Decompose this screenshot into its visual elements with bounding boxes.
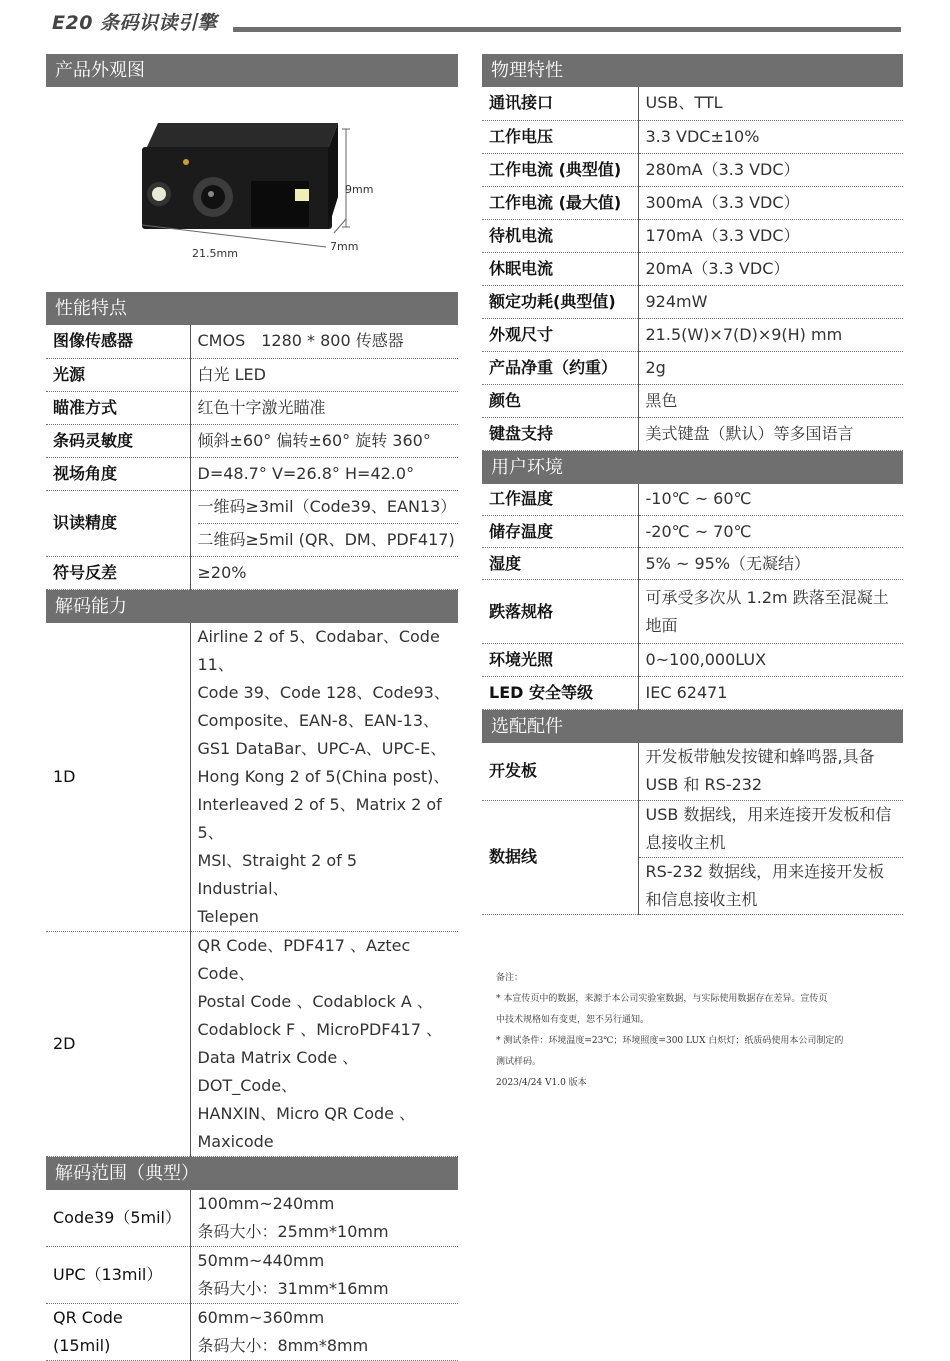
spec-key: Code39（5mil） (46, 1190, 190, 1247)
table-row (46, 1190, 458, 1247)
table-row (46, 931, 458, 1156)
section-decode-header: 解码能力 (46, 590, 458, 623)
spec-value: 280mA（3.3 VDC） (638, 153, 903, 186)
spec-value: ≥20% (190, 556, 458, 589)
dim-depth: 7mm (330, 240, 358, 253)
table-row (46, 1247, 458, 1304)
table-row (46, 391, 458, 424)
spec-key: 工作电压 (482, 120, 638, 153)
spec-key: 条码灵敏度 (46, 424, 190, 457)
spec-key: 数据线 (482, 800, 638, 914)
list-item: Hong Kong 2 of 5(China post)、 (198, 763, 452, 791)
spec-value: 924mW (638, 285, 903, 318)
spec-value: 20mA（3.3 VDC） (638, 252, 903, 285)
spec-value: 300mA（3.3 VDC） (638, 186, 903, 219)
range-size: 条码大小：8mm*8mm (198, 1332, 452, 1360)
table-row (46, 424, 458, 457)
spec-key: 产品净重（约重） (482, 351, 638, 384)
table-row (482, 548, 903, 580)
table-row (482, 800, 903, 914)
spec-value: 白光 LED (190, 358, 458, 391)
table-row (482, 417, 903, 450)
spec-value: 黑色 (638, 384, 903, 417)
spec-value: 5% ~ 95%（无凝结） (638, 548, 903, 580)
spec-key: 视场角度 (46, 457, 190, 490)
spec-key: 通讯接口 (482, 87, 638, 120)
spec-key: 休眠电流 (482, 252, 638, 285)
dim-height: 9mm (345, 183, 373, 196)
table-row (46, 1304, 458, 1361)
table-row (482, 252, 903, 285)
physical-table (482, 87, 903, 451)
table-row (482, 677, 903, 710)
spec-value: 可承受多次从 1.2m 跌落至混凝土地面 (638, 580, 903, 644)
spec-value: -20℃ ~ 70℃ (638, 516, 903, 548)
spec-key: 颜色 (482, 384, 638, 417)
note-line: * 本宣传页中的数据，来源于本公司实验室数据，与实际使用数据存在差异。宣传页 (496, 989, 906, 1010)
spec-value: CMOS 1280 * 800 传感器 (190, 325, 458, 358)
spec-key: 环境光照 (482, 644, 638, 677)
left-column (46, 54, 458, 1361)
spec-value: 红色十字激光瞄准 (190, 391, 458, 424)
spec-key: 待机电流 (482, 219, 638, 252)
environment-table (482, 484, 903, 711)
note-line: 中技术规格如有变更，恕不另行通知。 (496, 1010, 906, 1031)
accuracy-2d: 二维码≥5mil (QR、DM、PDF417) (198, 524, 459, 556)
table-row (46, 490, 458, 556)
table-row (46, 556, 458, 589)
note-line: 备注： (496, 968, 906, 989)
table-row (482, 153, 903, 186)
cable-usb: USB 数据线，用来连接开发板和信息接收主机 (639, 801, 904, 858)
table-row (482, 484, 903, 516)
list-item: GS1 DataBar、UPC-A、UPC-E、 (198, 735, 452, 763)
section-accessories-header: 选配配件 (482, 710, 903, 743)
section-performance-header: 性能特点 (46, 292, 458, 325)
spec-value: USB、TTL (638, 87, 903, 120)
spec-key: QR Code (15mil) (46, 1304, 190, 1361)
spec-key: 符号反差 (46, 556, 190, 589)
accuracy-1d: 一维码≥3mil（Code39、EAN13） (198, 491, 459, 524)
range-distance: 50mm~440mm (198, 1247, 452, 1275)
spec-key: 光源 (46, 358, 190, 391)
spec-key: LED 安全等级 (482, 677, 638, 710)
spec-key: 额定功耗(典型值) (482, 285, 638, 318)
spec-key: 2D (46, 931, 190, 1156)
scanner-module-drawing (46, 87, 458, 239)
spec-value: 美式键盘（默认）等多国语言 (638, 417, 903, 450)
spec-key: 识读精度 (46, 490, 190, 556)
spec-key: 外观尺寸 (482, 318, 638, 351)
spec-key: 储存温度 (482, 516, 638, 548)
range-size: 条码大小：31mm*16mm (198, 1275, 452, 1303)
spec-value: -10℃ ~ 60℃ (638, 484, 903, 516)
accessories-table (482, 743, 903, 915)
table-row (482, 318, 903, 351)
spec-key: 瞄准方式 (46, 391, 190, 424)
range-distance: 100mm~240mm (198, 1190, 452, 1218)
table-row (46, 325, 458, 358)
spec-value: 3.3 VDC±10% (638, 120, 903, 153)
list-item: Codablock F 、MicroPDF417 、 (198, 1016, 452, 1044)
list-item: Airline 2 of 5、Codabar、Code 11、 (198, 623, 452, 679)
product-photo (46, 87, 458, 239)
table-row (482, 351, 903, 384)
section-environment-header: 用户环境 (482, 451, 903, 484)
spec-key: 键盘支持 (482, 417, 638, 450)
section-appearance-header: 产品外观图 (46, 54, 458, 87)
list-item: Postal Code 、Codablock A 、 (198, 988, 452, 1016)
list-item: Data Matrix Code 、DOT_Code、 (198, 1044, 452, 1100)
table-row (482, 516, 903, 548)
spec-value: 0~100,000LUX (638, 644, 903, 677)
table-row (46, 358, 458, 391)
spec-key: 工作温度 (482, 484, 638, 516)
table-row (482, 186, 903, 219)
table-row (482, 644, 903, 677)
table-row (482, 87, 903, 120)
spec-key: 图像传感器 (46, 325, 190, 358)
list-item: MSI、Straight 2 of 5 Industrial、 (198, 847, 452, 903)
title-rule (233, 27, 901, 32)
table-row (482, 743, 903, 800)
spec-key: 湿度 (482, 548, 638, 580)
spec-value: 2g (638, 351, 903, 384)
spec-value: 开发板带触发按键和蜂鸣器,具备 USB 和 RS-232 (638, 743, 903, 800)
spec-key: UPC（13mil） (46, 1247, 190, 1304)
note-line: * 测试条件：环境温度=23℃；环境照度=300 LUX 白炽灯；纸质码使用本公司制定的 (496, 1031, 906, 1052)
list-item: HANXIN、Micro QR Code 、 (198, 1100, 452, 1128)
table-row (482, 219, 903, 252)
performance-table (46, 325, 458, 590)
spec-value: 170mA（3.3 VDC） (638, 219, 903, 252)
spec-key: 开发板 (482, 743, 638, 800)
table-row (46, 623, 458, 932)
list-item: Interleaved 2 of 5、Matrix 2 of 5、 (198, 791, 452, 847)
version-line: 2023/4/24 V1.0 版本 (496, 1073, 906, 1094)
table-row (482, 580, 903, 644)
range-size: 条码大小：25mm*10mm (198, 1218, 452, 1246)
spec-key: 1D (46, 623, 190, 932)
table-row (482, 120, 903, 153)
table-row (46, 457, 458, 490)
spec-value: D=48.7° V=26.8° H=42.0° (190, 457, 458, 490)
range-table (46, 1190, 458, 1361)
list-item: Telepen (198, 903, 452, 931)
list-item: Composite、EAN-8、EAN-13、 (198, 707, 452, 735)
spec-value: 倾斜±60° 偏转±60° 旋转 360° (190, 424, 458, 457)
cable-rs232: RS-232 数据线，用来连接开发板和信息接收主机 (639, 858, 904, 914)
table-row (482, 384, 903, 417)
list-item: QR Code、PDF417 、Aztec Code、 (198, 932, 452, 988)
range-distance: 60mm~360mm (198, 1304, 452, 1332)
spec-value: 21.5(W)×7(D)×9(H) mm (638, 318, 903, 351)
spec-key: 工作电流 (典型值) (482, 153, 638, 186)
table-row (482, 285, 903, 318)
spec-value: IEC 62471 (638, 677, 903, 710)
right-column (482, 54, 903, 915)
list-item: Maxicode (198, 1128, 452, 1156)
spec-key: 跌落规格 (482, 580, 638, 644)
section-range-header: 解码范围（典型） (46, 1157, 458, 1190)
section-physical-header: 物理特性 (482, 54, 903, 87)
dim-width: 21.5mm (192, 247, 238, 260)
decode-table (46, 623, 458, 1157)
list-item: Code 39、Code 128、Code93、 (198, 679, 452, 707)
footnotes (496, 968, 906, 1094)
page-title: E20 条码识读引擎 (52, 8, 217, 35)
note-line: 测试样码。 (496, 1052, 906, 1073)
spec-key: 工作电流 (最大值) (482, 186, 638, 219)
